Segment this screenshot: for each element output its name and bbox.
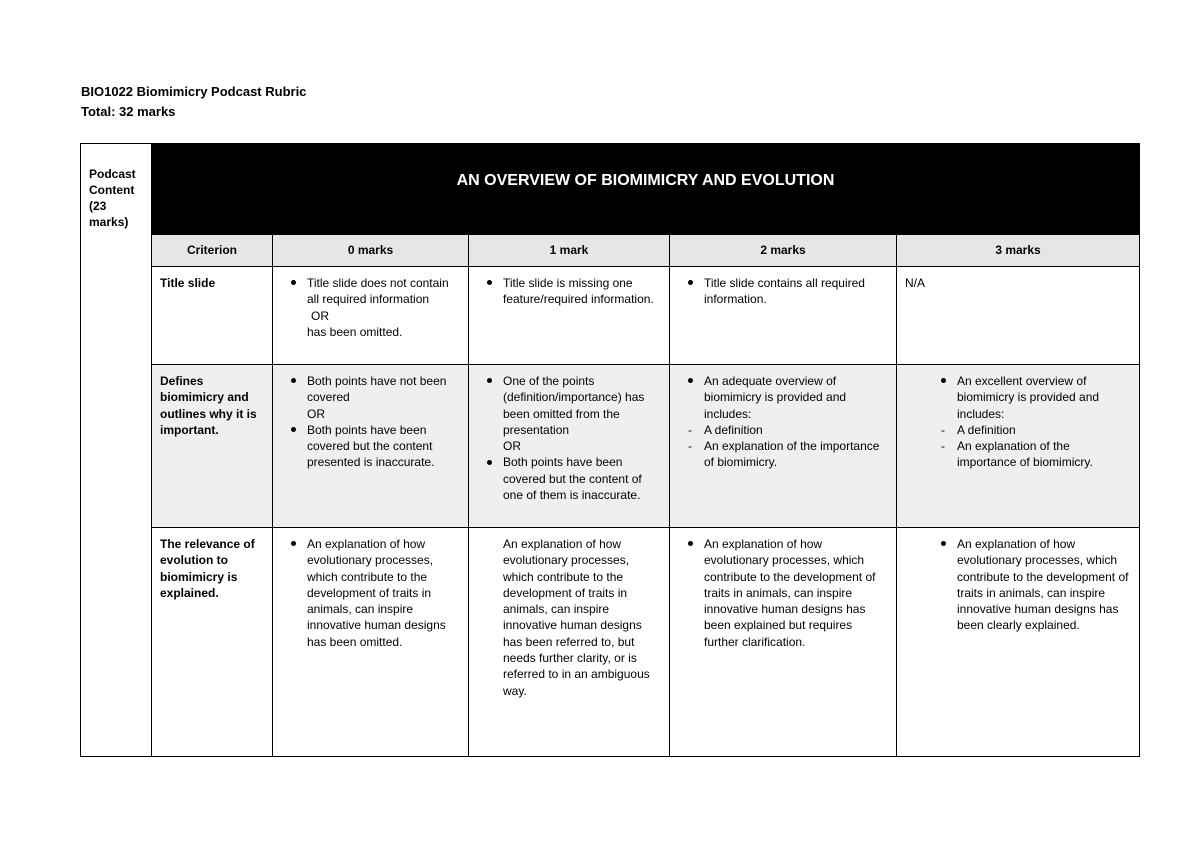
item-text: An explanation of how evolutionary processes, which contribute to the development of traits in animals, can inspire innovative human designs has been explained but requires further clarification. — [704, 537, 876, 649]
criterion-cell: Title slide — [160, 276, 216, 290]
score-0-cell — [272, 267, 468, 364]
item-text: An explanation of the importance of biomimicry. — [957, 439, 1093, 470]
list-item — [678, 275, 888, 308]
item-text: An excellent overview of biomimicry is provided and includes: — [957, 374, 1100, 421]
dash-icon: - — [941, 422, 945, 437]
bullet-icon — [682, 275, 698, 291]
dash-icon: - — [688, 422, 692, 437]
item-text: Title slide is missing one feature/required information. — [503, 276, 654, 307]
bullet-icon — [285, 422, 301, 438]
item-text: A definition — [704, 422, 763, 437]
rubric-grid — [152, 234, 1139, 756]
score-1-cell — [468, 528, 669, 756]
item-text: Both points have been covered but the content of one of them is inaccurate. — [503, 455, 642, 503]
item-text: An adequate overview of biomimicry is provided and includes: — [704, 374, 847, 421]
list-item — [905, 373, 1131, 422]
score-1-cell — [468, 267, 669, 364]
list-item — [477, 454, 661, 503]
list-item — [477, 275, 661, 308]
list-item — [281, 373, 460, 406]
dash-icon: - — [941, 439, 945, 454]
item-text: An explanation of how evolutionary processes, which contribute to the development of traits in animals, can inspire innovative human designs has been clearly explained. — [957, 537, 1129, 633]
list-item — [678, 422, 888, 438]
total-marks: Total: 32 marks — [81, 104, 176, 119]
criterion-cell: Defines biomimicry and outlines why it is important. — [152, 365, 272, 527]
table-row — [152, 364, 1139, 527]
criterion-cell: The relevance of evolution to biomimicry is explained. — [160, 537, 255, 600]
rubric-table — [80, 143, 1140, 757]
score-2-cell — [669, 528, 896, 756]
bullet-icon — [481, 454, 497, 470]
item-text: has been omitted. — [307, 324, 403, 339]
list-item — [678, 536, 888, 650]
score-3-cell — [896, 365, 1139, 527]
section-banner: AN OVERVIEW OF BIOMIMICRY AND EVOLUTION — [152, 144, 1139, 234]
score-0-cell — [272, 365, 468, 527]
item-text: An explanation of how evolutionary processes, which contribute to the development of traits in animals, can inspire innovative human designs has been referred to, but needs further clarity, or is referred to in an ambiguous way. — [503, 537, 650, 698]
document-title: BIO1022 Biomimicry Podcast Rubric — [81, 84, 307, 99]
bullet-icon — [935, 536, 951, 552]
bullet-icon — [285, 536, 301, 552]
header-row — [152, 234, 1139, 266]
item-text: Both points have been covered but the content presented is inaccurate. — [307, 422, 435, 470]
list-item — [477, 373, 661, 438]
table-row — [152, 266, 1139, 364]
column-header-0-marks: 0 marks — [272, 235, 468, 266]
item-text: A definition — [957, 422, 1016, 437]
score-3-cell — [896, 267, 1139, 364]
list-item — [905, 422, 1131, 438]
column-header-3-marks: 3 marks — [896, 235, 1139, 266]
score-1-cell — [468, 365, 669, 527]
column-header-criterion: Criterion — [152, 235, 272, 266]
item-text: One of the points (definition/importance) has been omitted from the presentation — [503, 374, 645, 437]
list-item — [281, 275, 460, 308]
bullet-icon — [285, 275, 301, 291]
list-item — [678, 438, 888, 471]
dash-icon: - — [688, 439, 692, 454]
list-item — [905, 438, 1131, 471]
score-0-cell — [272, 528, 468, 756]
score-3-cell — [896, 528, 1139, 756]
list-item — [905, 536, 1131, 634]
bullet-icon — [481, 275, 497, 291]
or-text: OR — [311, 308, 329, 323]
bullet-icon — [682, 373, 698, 389]
bullet-icon — [481, 373, 497, 389]
section-label: Podcast Content (23 marks) — [81, 144, 152, 756]
column-header-2-marks: 2 marks — [669, 235, 896, 266]
list-item — [678, 373, 888, 422]
bullet-icon — [682, 536, 698, 552]
list-item — [281, 536, 460, 650]
list-item — [281, 422, 460, 471]
table-row — [152, 527, 1139, 756]
item-text: Both points have not been covered — [307, 374, 447, 405]
or-text: OR — [503, 439, 521, 454]
score-2-cell — [669, 365, 896, 527]
column-header-1-mark: 1 mark — [468, 235, 669, 266]
score-2-cell — [669, 267, 896, 364]
item-text: An explanation of the importance of biomimicry. — [704, 439, 880, 470]
bullet-icon — [935, 373, 951, 389]
item-text: An explanation of how evolutionary processes, which contribute to the development of traits in animals, can inspire innovative human designs has been omitted. — [307, 537, 446, 649]
item-text: N/A — [905, 276, 926, 290]
or-text: OR — [307, 406, 325, 421]
item-text: Title slide does not contain all required information — [307, 276, 449, 307]
bullet-icon — [285, 373, 301, 389]
item-text: Title slide contains all required information. — [704, 276, 865, 307]
